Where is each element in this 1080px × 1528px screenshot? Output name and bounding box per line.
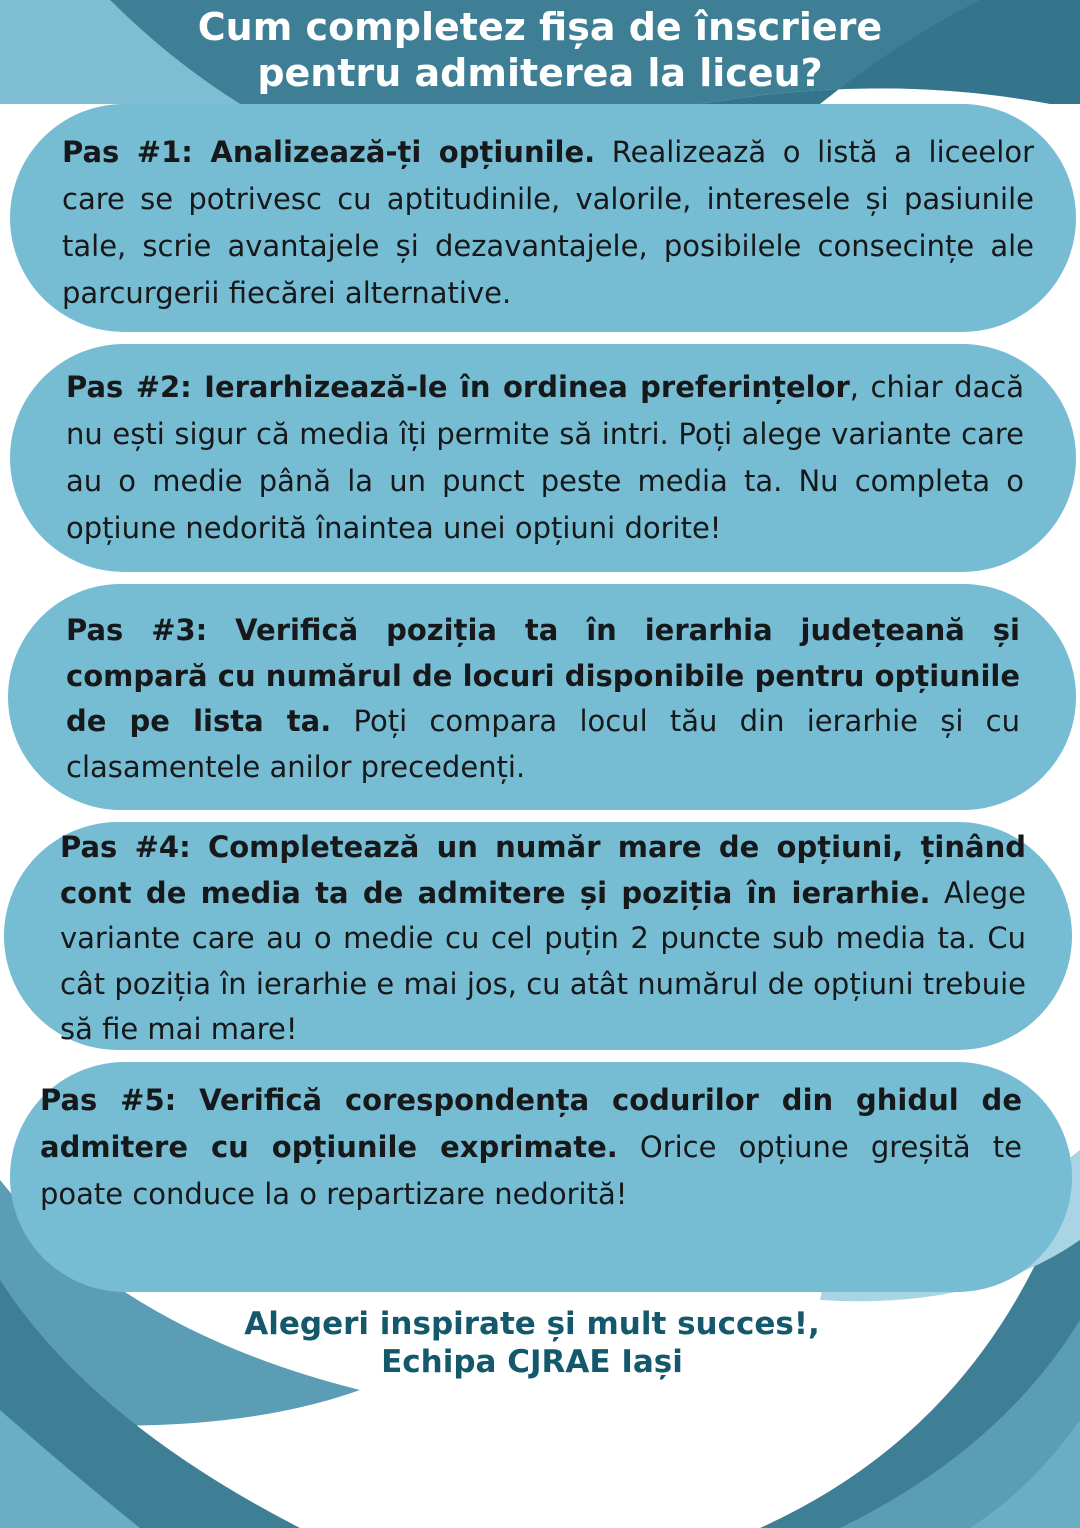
step-3-heading: Pas #3: Verifică poziția ta în ierarhia județeană și compară cu numărul de locuri disponibile pentru opțiunile de pe lista ta. — [66, 613, 1020, 738]
title-line-2: pentru admiterea la liceu? — [257, 51, 823, 95]
step-4-heading: Pas #4: Completează un număr mare de opțiuni, ținând cont de media ta de admitere și poziția în ierarhie. — [60, 830, 1026, 910]
step-2-heading: Pas #2: Ierarhizează-le în ordinea preferințelor — [66, 370, 850, 404]
step-1-heading: Pas #1: Analizează-ți opțiunile. — [62, 135, 596, 169]
page-title — [0, 4, 1080, 96]
step-3-text: Poți compara locul tău din ierarhie și cu clasamentele anilor precedenți. — [66, 704, 1020, 784]
step-card-3 — [8, 584, 1076, 810]
title-line-1: Cum completez fișa de înscriere — [197, 5, 883, 49]
signoff-line-1: Alegeri inspirate și mult succes!, — [244, 1306, 820, 1342]
step-2-text: , chiar dacă nu ești sigur că media îți permite să intri. Poți alege variante care au o medie până la un punct peste media ta. Nu completa o opțiune nedorită înaintea unei opțiuni dorite! — [66, 370, 1025, 545]
step-card-2 — [10, 344, 1076, 572]
signoff — [0, 1305, 1064, 1381]
step-5-text: Orice opțiune greșită te poate conduce la o repartizare nedorită! — [40, 1130, 1022, 1211]
step-card-4 — [4, 822, 1072, 1050]
step-1-text: Realizează o listă a liceelor care se potrivesc cu aptitudinile, valorile, interesele și pasiunile tale, scrie avantajele și dezavantajele, posibilele consecințe ale parcurgerii fiecărei alternative. — [62, 135, 1034, 310]
signoff-line-2: Echipa CJRAE Iași — [381, 1344, 683, 1380]
step-4-text: Alege variante care au o medie cu cel puțin 2 puncte sub media ta. Cu cât poziția în ierarhie e mai jos, cu atât numărul de opțiuni trebuie să fie mai mare! — [60, 875, 1026, 1046]
step-card-5 — [10, 1062, 1072, 1292]
step-5-heading: Pas #5: Verifică corespondența codurilor din ghidul de admitere cu opțiunile exprimate. — [40, 1083, 1022, 1164]
step-card-1 — [10, 104, 1076, 332]
